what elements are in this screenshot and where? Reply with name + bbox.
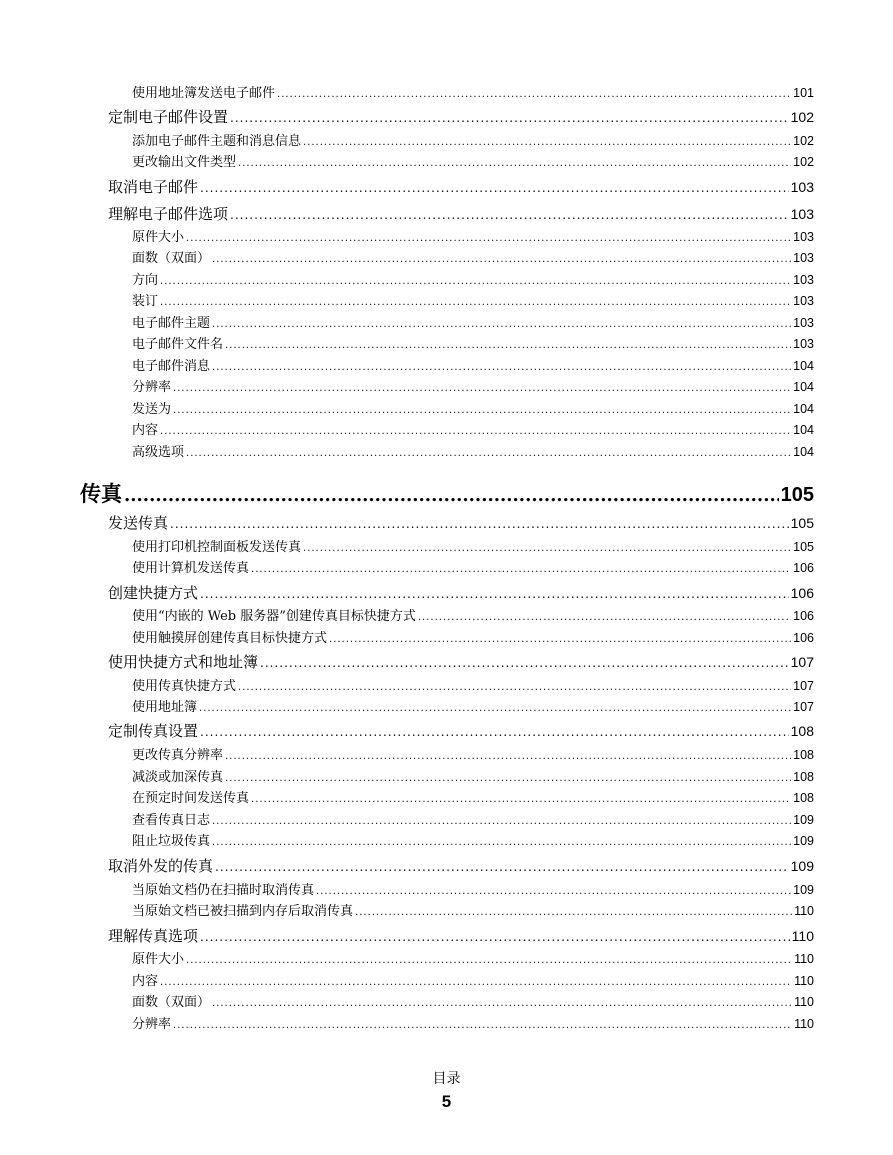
toc-entry-title: 装订 (132, 294, 159, 309)
toc-section-title: 创建快捷方式 (108, 584, 199, 602)
toc-section-page: 102 (790, 109, 814, 125)
toc-entry-page: 108 (793, 770, 814, 784)
toc-entry-page: 105 (793, 540, 814, 554)
toc-section-title: 理解电子邮件选项 (108, 205, 229, 223)
toc-section-page: 106 (790, 585, 814, 601)
toc-leader-dots (230, 111, 789, 125)
toc-entry-page: 108 (793, 748, 814, 762)
toc-entry-page: 107 (793, 700, 814, 714)
toc-leader-dots (212, 319, 791, 330)
toc-leader-dots (238, 682, 791, 693)
toc-section[interactable] (108, 512, 814, 533)
toc-entry-title: 使用“内嵌的 Web 服务器”创建传真目标快捷方式 (132, 609, 416, 624)
toc-leader-dots (200, 725, 789, 739)
toc-entry-title: 阻止垃圾传真 (132, 834, 211, 849)
toc-entry[interactable] (132, 675, 814, 694)
toc-section-title: 取消电子邮件 (108, 178, 199, 196)
toc-section[interactable] (108, 203, 814, 224)
toc-entry-title: 使用地址簿发送电子邮件 (132, 86, 276, 101)
toc-entry[interactable] (132, 226, 814, 245)
toc-entry-title: 更改输出文件类型 (132, 155, 237, 170)
toc-entry-page: 103 (793, 337, 814, 351)
toc-section-title: 发送传真 (108, 514, 169, 532)
toc-entry-page: 109 (793, 883, 814, 897)
toc-leader-dots (251, 794, 791, 805)
toc-section[interactable] (108, 176, 814, 197)
toc-leader-dots (225, 773, 791, 784)
toc-entry[interactable] (132, 991, 814, 1010)
toc-leader-dots (238, 158, 791, 169)
toc-entry-page: 107 (793, 679, 814, 693)
toc-entry[interactable] (132, 151, 814, 170)
toc-entry-title: 分辨率 (132, 1017, 172, 1032)
toc-leader-dots (260, 656, 789, 670)
toc-section[interactable] (108, 925, 814, 946)
toc-entry-title: 内容 (132, 423, 159, 438)
toc-chapter-page: 105 (780, 484, 814, 506)
toc-entry[interactable] (132, 130, 814, 149)
toc-entry[interactable] (132, 536, 814, 555)
toc-entry-title: 使用计算机发送传真 (132, 561, 250, 576)
toc-entry-page: 106 (793, 631, 814, 645)
toc-leader-dots (215, 860, 789, 874)
toc-entry-title: 减淡或加深传真 (132, 770, 224, 785)
toc-section-page: 109 (790, 858, 814, 874)
toc-leader-dots (230, 208, 789, 222)
toc-entry-page: 103 (793, 230, 814, 244)
toc-section[interactable] (108, 651, 814, 672)
toc-entry[interactable] (132, 82, 814, 101)
toc-entry[interactable] (132, 333, 814, 352)
toc-entry-page: 110 (794, 904, 814, 918)
toc-leader-dots (160, 276, 791, 287)
toc-section-title: 定制电子邮件设置 (108, 108, 229, 126)
toc-leader-dots (200, 930, 790, 944)
toc-entry[interactable] (132, 355, 814, 374)
toc-entry-page: 101 (793, 86, 814, 100)
toc-leader-dots (418, 612, 791, 623)
toc-leader-dots (277, 89, 791, 100)
toc-entry-title: 原件大小 (132, 230, 185, 245)
toc-section-page: 103 (790, 206, 814, 222)
toc-entry[interactable] (132, 247, 814, 266)
toc-entry-title: 发送为 (132, 402, 172, 417)
toc-section[interactable] (108, 106, 814, 127)
toc-section[interactable] (108, 582, 814, 603)
toc-entry-page: 104 (793, 380, 814, 394)
toc-leader-dots (160, 977, 792, 988)
toc-leader-dots (173, 1020, 792, 1031)
toc-leader-dots (199, 703, 791, 714)
toc-section-page: 108 (790, 723, 814, 739)
toc-leader-dots (212, 998, 792, 1009)
toc-section-page: 110 (791, 928, 814, 944)
toc-entry[interactable] (132, 627, 814, 646)
toc-chapter[interactable] (80, 478, 814, 508)
toc-entry-title: 使用触摸屏创建传真目标快捷方式 (132, 631, 328, 646)
toc-leader-dots (170, 517, 789, 531)
toc-section-title: 取消外发的传真 (108, 857, 214, 875)
toc-section-page: 107 (790, 654, 814, 670)
toc-leader-dots (251, 564, 791, 575)
toc-entry-page: 106 (793, 609, 814, 623)
toc-entry-title: 添加电子邮件主题和消息信息 (132, 134, 302, 149)
toc-entry[interactable] (132, 290, 814, 309)
toc-entry[interactable] (132, 557, 814, 576)
toc-entry[interactable] (132, 970, 814, 989)
toc-entry-title: 电子邮件主题 (132, 316, 211, 331)
toc-leader-dots (303, 543, 791, 554)
toc-entry[interactable] (132, 809, 814, 828)
toc-leader-dots (212, 816, 791, 827)
toc-chapter-title: 传真 (80, 481, 122, 506)
toc-section-title: 定制传真设置 (108, 722, 199, 740)
toc-entry-page: 103 (793, 273, 814, 287)
toc-entry[interactable] (132, 787, 814, 806)
toc-section-page: 103 (790, 179, 814, 195)
toc-entry-title: 查看传真日志 (132, 813, 211, 828)
toc-entry-title: 电子邮件消息 (132, 359, 211, 374)
toc-entry[interactable] (132, 879, 814, 898)
toc-entry[interactable] (132, 269, 814, 288)
toc-entry[interactable] (132, 1013, 814, 1032)
toc-leader-dots (303, 137, 791, 148)
toc-entry-page: 104 (793, 423, 814, 437)
toc-leader-dots (186, 233, 791, 244)
toc-entry[interactable] (132, 948, 814, 967)
toc-entry[interactable] (132, 398, 814, 417)
toc-leader-dots (212, 254, 791, 265)
toc-leader-dots (329, 634, 791, 645)
toc-entry-page: 109 (793, 834, 814, 848)
toc-entry-title: 原件大小 (132, 952, 185, 967)
toc-entry-page: 106 (793, 561, 814, 575)
toc-entry-title: 电子邮件文件名 (132, 337, 224, 352)
toc-leader-dots (355, 907, 792, 918)
footer-page-number: 5 (441, 1092, 452, 1111)
toc-entry-page: 110 (794, 974, 814, 988)
toc-entry-page: 104 (793, 359, 814, 373)
toc-entry-title: 使用传真快捷方式 (132, 679, 237, 694)
toc-entry-title: 分辨率 (132, 380, 172, 395)
toc-leader-dots (160, 297, 791, 308)
toc-entry[interactable] (132, 900, 814, 919)
toc-entry-title: 面数（双面） (132, 995, 211, 1010)
toc-entry-page: 104 (793, 445, 814, 459)
toc-entry-title: 使用打印机控制面板发送传真 (132, 540, 302, 555)
toc-entry-page: 103 (793, 316, 814, 330)
toc-entry-title: 当原始文档已被扫描到内存后取消传真 (132, 904, 354, 919)
toc-entry-title: 高级选项 (132, 445, 185, 460)
toc-entry-title: 在预定时间发送传真 (132, 791, 250, 806)
toc-entry[interactable] (132, 441, 814, 460)
toc-section-title: 使用快捷方式和地址簿 (108, 653, 259, 671)
toc-entry-page: 103 (793, 294, 814, 308)
toc-leader-dots (186, 448, 791, 459)
toc-entry-title: 使用地址簿 (132, 700, 198, 715)
toc-entry-title: 内容 (132, 974, 159, 989)
toc-entry[interactable] (132, 696, 814, 715)
toc-entry-title: 更改传真分辨率 (132, 748, 224, 763)
toc-entry-page: 109 (793, 813, 814, 827)
toc-entry[interactable] (132, 766, 814, 785)
toc-entry[interactable] (132, 376, 814, 395)
toc-leader-dots (212, 362, 791, 373)
toc-entry-page: 110 (794, 952, 814, 966)
toc-leader-dots (212, 837, 791, 848)
toc-entry-page: 104 (793, 402, 814, 416)
toc-section-title: 理解传真选项 (108, 927, 199, 945)
toc-section-page: 105 (790, 515, 814, 531)
toc-section[interactable] (108, 855, 814, 876)
toc-entry-page: 110 (794, 995, 814, 1009)
toc-entry-title: 当原始文档仍在扫描时取消传真 (132, 883, 315, 898)
toc-leader-dots (173, 405, 791, 416)
toc-entry[interactable] (132, 744, 814, 763)
toc-leader-dots (124, 485, 779, 506)
toc-leader-dots (160, 426, 791, 437)
toc-entry[interactable] (132, 605, 814, 624)
toc-leader-dots (186, 955, 792, 966)
toc-entry-page: 103 (793, 251, 814, 265)
footer-label: 目录 (432, 1071, 461, 1087)
toc-leader-dots (173, 383, 791, 394)
toc-entry-page: 108 (793, 791, 814, 805)
toc-entry-page: 102 (793, 155, 814, 169)
toc-entry-page: 110 (794, 1017, 814, 1031)
toc-section[interactable] (108, 720, 814, 741)
toc-leader-dots (200, 181, 789, 195)
toc-leader-dots (225, 751, 791, 762)
toc-leader-dots (316, 886, 791, 897)
toc-entry[interactable] (132, 830, 814, 849)
toc-entry[interactable] (132, 312, 814, 331)
toc-leader-dots (225, 340, 791, 351)
toc-entry-page: 102 (793, 134, 814, 148)
toc-entry[interactable] (132, 419, 814, 438)
toc-entry-title: 面数（双面） (132, 251, 211, 266)
toc-leader-dots (200, 587, 789, 601)
toc-entry-title: 方向 (132, 273, 159, 288)
